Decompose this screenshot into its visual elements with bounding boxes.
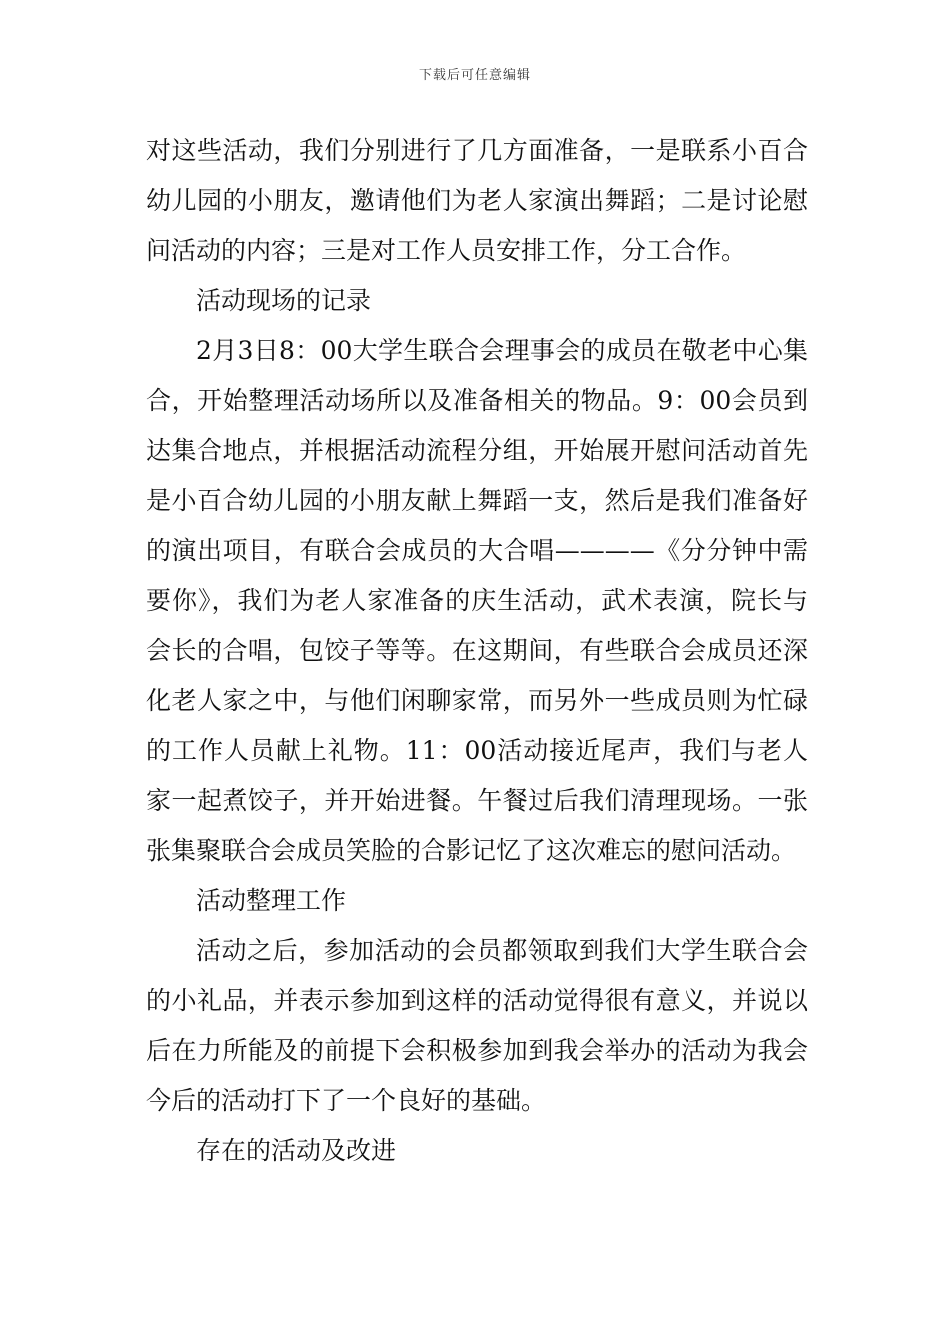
- document-body: [146, 126, 808, 1176]
- paragraph-wrapup-work: 活动之后，参加活动的会员都领取到我们大学生联合会的小礼品，并表示参加到这样的活动觉得很有意义，并说以后在力所能及的前提下会积极参加到我会举办的活动为我会今后的活动打下了一个良好的基础。: [146, 936, 808, 1115]
- section-heading-activity-record: 活动现场的记录: [196, 286, 372, 315]
- paragraph-activity-record: 2月3日8：00大学生联合会理事会的成员在敬老中心集合，开始整理活动场所以及准备相关的物品。9：00会员到达集合地点，并根据活动流程分组，开始展开慰问活动首先是小百合幼儿园的小朋友献上舞蹈一支，然后是我们准备好的演出项目，有联合会成员的大合唱————《分分钟中需要你》，我们为老人家准备的庆生活动，武术表演，院长与会长的合唱，包饺子等等。在这期间，有些联合会成员还深化老人家之中，与他们闲聊家常，而另外一些成员则为忙碌的工作人员献上礼物。11：00活动接近尾声，我们与老人家一起煮饺子，并开始进餐。午餐过后我们清理现场。一张张集聚联合会成员笑脸的合影记忆了这次难忘的慰问活动。: [146, 336, 808, 865]
- page-header-note: 下载后可任意编辑: [418, 68, 531, 83]
- section-heading-issues-improvements: 存在的活动及改进: [196, 1136, 397, 1165]
- paragraph-preparation: 对这些活动，我们分别进行了几方面准备，一是联系小百合幼儿园的小朋友，邀请他们为老人家演出舞蹈；二是讨论慰问活动的内容；三是对工作人员安排工作，分工合作。: [146, 136, 808, 265]
- section-heading-wrapup-work: 活动整理工作: [196, 886, 347, 915]
